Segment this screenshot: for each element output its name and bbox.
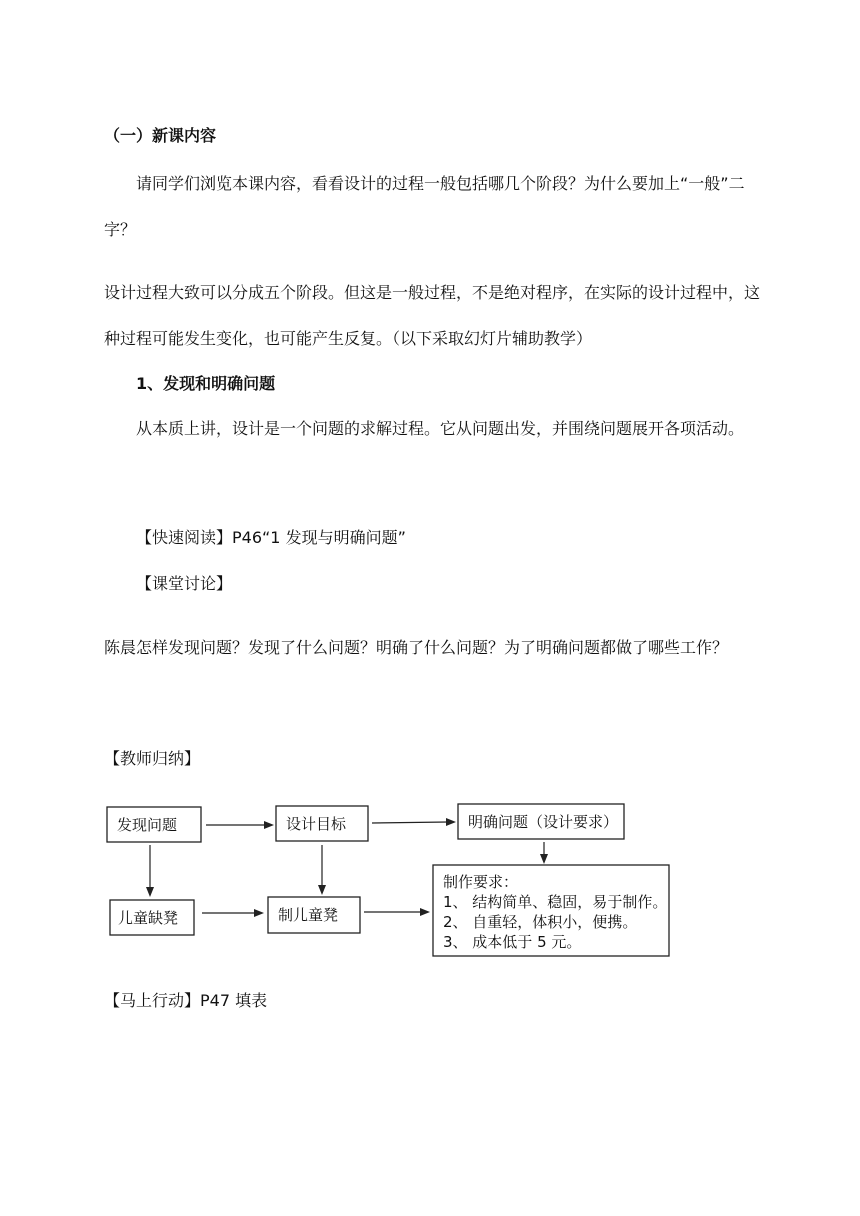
arrow-goal-to-make-stool <box>318 845 326 895</box>
arrow-goal-to-clarify <box>372 818 456 826</box>
requirement-item-1: 1、 结构简单、稳固，易于制作。 <box>443 893 668 911</box>
step1-paragraph: 从本质上讲，设计是一个问题的求解过程。它从问题出发，并围绕问题展开各项活动。 <box>136 419 745 438</box>
arrow-discover-to-lacks-stool <box>146 845 154 897</box>
teacher-summary-label: 【教师归纳】 <box>104 749 201 768</box>
requirement-item-3: 3、 成本低于 5 元。 <box>443 933 582 951</box>
box-requirements <box>433 865 669 956</box>
class-discussion-label: 【课堂讨论】 <box>136 574 233 593</box>
box-design-goal <box>276 806 368 841</box>
arrow-clarify-to-requirements <box>540 842 548 864</box>
box-clarify-problem <box>458 804 624 839</box>
quick-read-line: 【快速阅读】P46“1 发现与明确问题” <box>136 528 406 547</box>
process-diagram <box>0 790 860 970</box>
box-child-lacks-stool <box>110 900 194 935</box>
requirements-title: 制作要求： <box>443 873 519 891</box>
box-child-lacks-stool-label: 儿童缺凳 <box>118 909 179 927</box>
box-discover-problem <box>107 807 201 842</box>
section-heading: （一）新课内容 <box>104 126 217 145</box>
discussion-question-paragraph: 陈晨怎样发现问题？发现了什么问题？明确了什么问题？为了明确问题都做了哪些工作？ <box>104 638 729 657</box>
box-discover-problem-label: 发现问题 <box>117 816 178 834</box>
arrow-make-stool-to-requirements <box>364 908 430 916</box>
answer-paragraph: 设计过程大致可以分成五个阶段。但这是一般过程，不是绝对程序，在实际的设计过程中，这种过程可能发生变化，也可能产生反复。（以下采取幻灯片辅助教学） <box>104 283 761 348</box>
intro-question-paragraph: 请同学们浏览本课内容，看看设计的过程一般包括哪几个阶段？为什么要加上“一般”二字？ <box>104 174 745 239</box>
box-clarify-problem-label: 明确问题（设计要求） <box>468 813 619 831</box>
arrow-discover-to-goal <box>206 821 274 829</box>
requirement-item-2: 2、 自重轻，体积小，便携。 <box>443 913 638 931</box>
box-design-goal-label: 设计目标 <box>286 815 347 833</box>
box-make-child-stool-label: 制儿童凳 <box>278 906 339 924</box>
box-make-child-stool <box>268 897 360 933</box>
action-line: 【马上行动】P47 填表 <box>104 991 268 1010</box>
step1-heading: 1、发现和明确问题 <box>136 374 276 393</box>
arrow-lacks-to-make-stool <box>202 909 264 917</box>
